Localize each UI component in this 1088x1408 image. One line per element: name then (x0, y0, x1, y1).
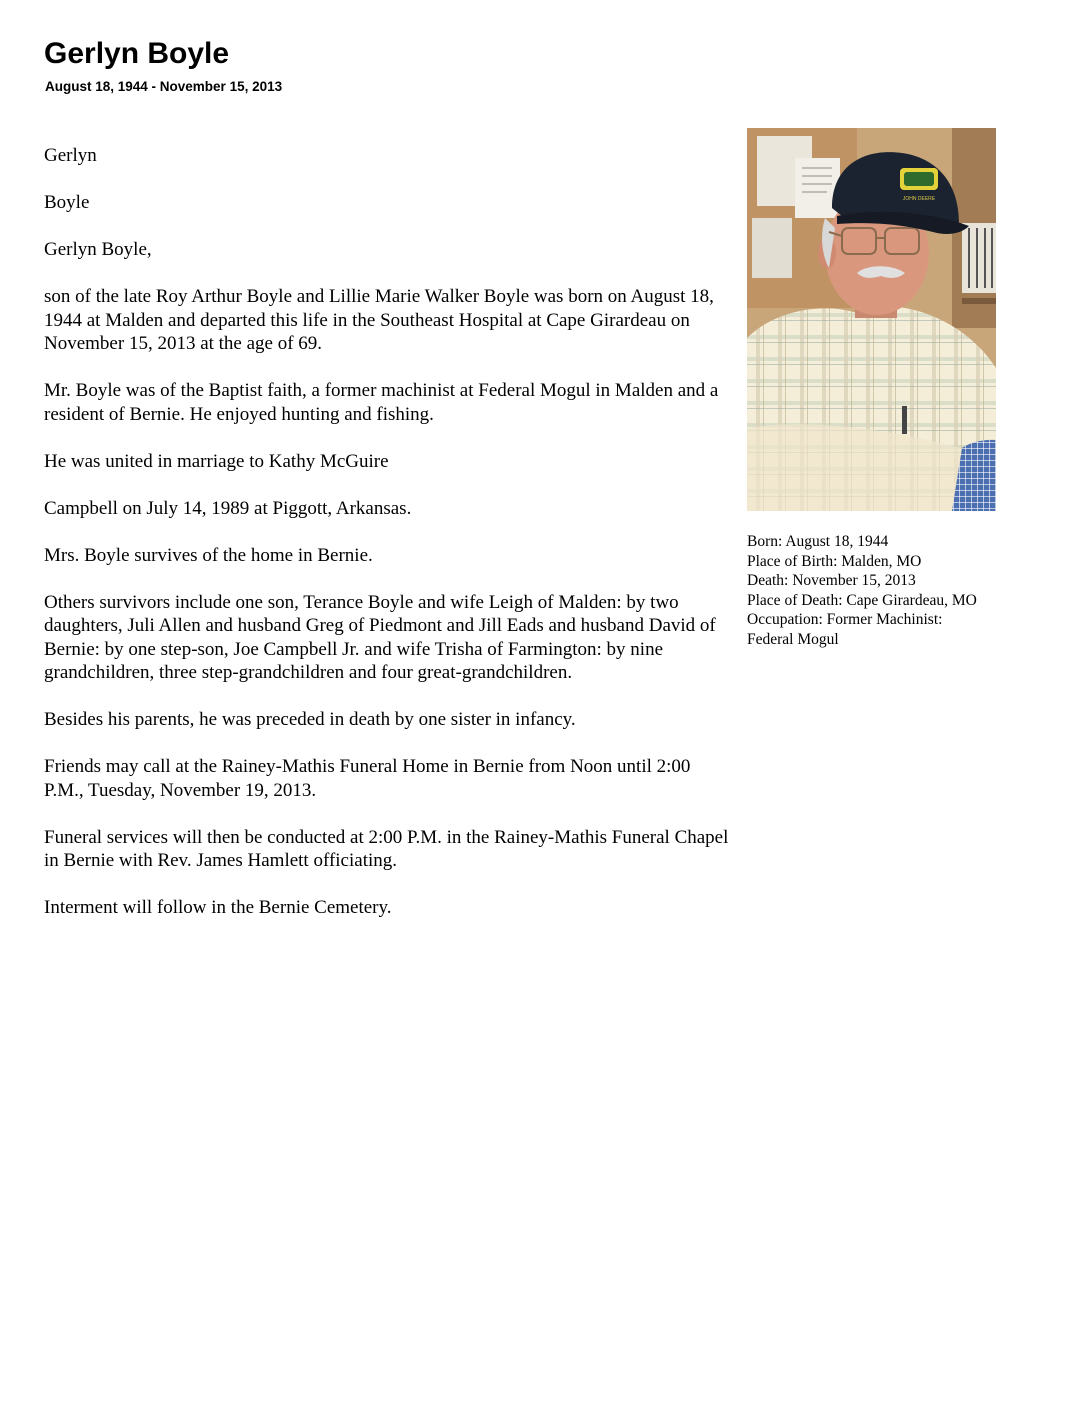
obituary-paragraph: Friends may call at the Rainey-Mathis Funeral Home in Bernie from Noon until 2:00 P.M., Tuesday, November 19, 2013. (44, 756, 691, 801)
obituary-paragraph: Campbell on July 14, 1989 at Piggott, Arkansas. (44, 497, 412, 519)
obituary-paragraph: Boyle (44, 192, 90, 213)
death-fact: Death: November 15, 2013 (747, 572, 916, 589)
occupation-fact: Occupation: Former Machinist: (747, 611, 943, 628)
obituary-paragraph: He was united in marriage to Kathy McGuire (44, 450, 389, 472)
obituary-paragraph: son of the late Roy Arthur Boyle and Lillie Marie Walker Boyle was born on August 18, 1944 at Malden and departed this life in the Southeast Hospital at Cape Girardeau on November 15, 2013 at the age of 69. (44, 286, 714, 354)
obituary-paragraph: Funeral services will then be conducted at 2:00 P.M. in the Rainey-Mathis Funeral Chapel in Bernie with Rev. James Hamlett officiating. (44, 826, 729, 871)
born-fact: Born: August 18, 1944 (747, 533, 889, 550)
place-of-birth-fact: Place of Birth: Malden, MO (747, 552, 922, 570)
obituary-paragraph: Besides his parents, he was preceded in death by one sister in infancy. (44, 709, 576, 730)
occupation-fact-continued: Federal Mogul (747, 630, 839, 648)
obituary-paragraph: Mrs. Boyle survives of the home in Bernie. (44, 544, 373, 566)
cap-logo-text: JOHN DEERE (902, 196, 936, 202)
life-dates: August 18, 1944 - November 15, 2013 (45, 79, 283, 94)
portrait-photo (747, 128, 996, 511)
obituary-paragraph: Interment will follow in the Bernie Cemetery. (44, 897, 392, 918)
place-of-death-fact: Place of Death: Cape Girardeau, MO (747, 591, 977, 609)
page-title: Gerlyn Boyle (44, 37, 230, 70)
obituary-paragraph: Gerlyn (44, 145, 97, 166)
obituary-paragraph: Others survivors include one son, Terance Boyle and wife Leigh of Malden: by two daughters, Juli Allen and husband Greg of Piedmont and Jill Eads and husband David of Bernie: by one step-son, Joe Campbell Jr. and wife Trisha of Farmington: by nine grandchildren, three step-grandchildren and four great-grandchildren. (44, 591, 716, 683)
obituary-paragraph: Mr. Boyle was of the Baptist faith, a former machinist at Federal Mogul in Malden and a resident of Bernie. He enjoyed hunting and fishing. (44, 380, 719, 425)
facts-panel (747, 532, 1047, 649)
obituary-paragraph: Gerlyn Boyle, (44, 239, 152, 260)
obituary-text (44, 144, 734, 943)
